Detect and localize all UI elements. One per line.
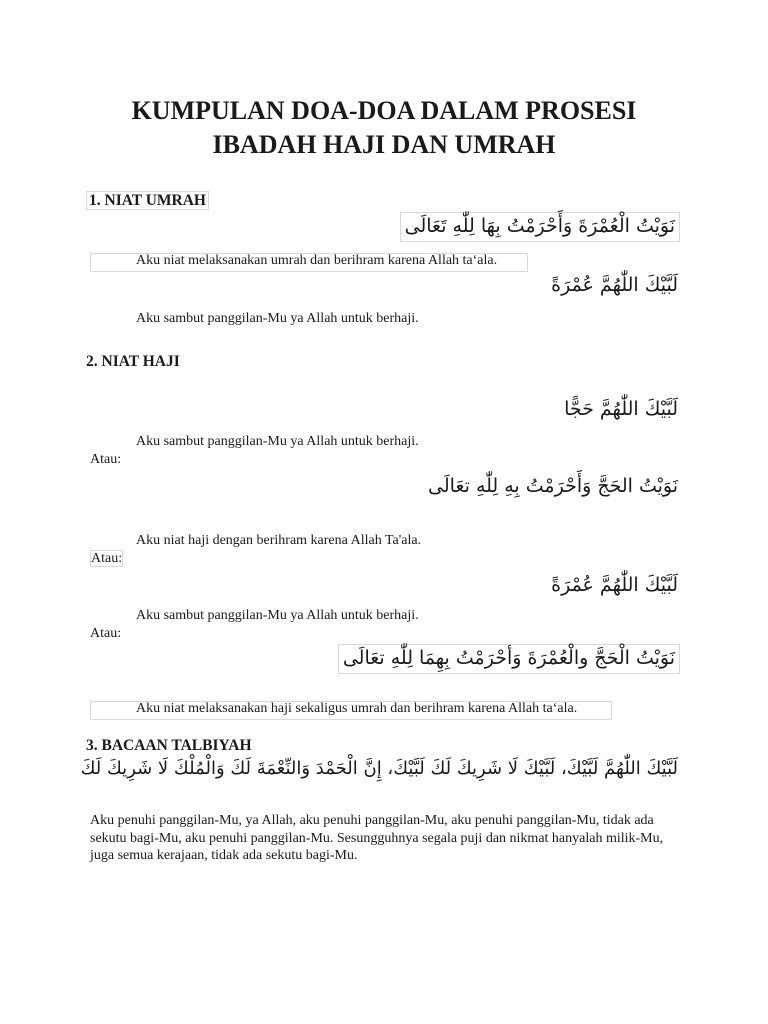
section-2-arabic-1: لَبَّيْكَ اللّٰهُمَّ حَجًّا	[564, 398, 678, 420]
section-3-arabic: لَبَّيْكَ اللّٰهُمَّ لَبَّيْكَ، لَبَّيْكَ لَا شَرِيكَ لَكَ لَبَّيْكَ، إِنَّ الْحَمْدَ وَالنِّعْمَةَ لَكَ وَالْمُلْكَ لَا شَرِيكَ لَكَ	[80, 758, 678, 779]
atau-label-1: Atau:	[90, 452, 122, 467]
section-2-heading: 2. NIAT HAJI	[86, 353, 180, 370]
section-1-heading-text: 1. NIAT UMRAH	[86, 191, 209, 210]
section-3-translation: Aku penuhi panggilan-Mu, ya Allah, aku penuhi panggilan-Mu, aku penuhi panggilan-Mu, tidak ada sekutu bagi-Mu, aku penuhi panggilan-Mu. Sesungguhnya segala puji dan nikmat hanyalah milik-Mu, juga semua kerajaan, tidak ada sekutu bagi-Mu.	[90, 813, 664, 863]
section-1-translation-2: Aku sambut panggilan-Mu ya Allah untuk berhaji.	[136, 311, 419, 326]
section-2-translation-1: Aku sambut panggilan-Mu ya Allah untuk berhaji.	[136, 434, 419, 449]
section-3-heading: 3. BACAAN TALBIYAH	[86, 737, 252, 754]
atau-label-3: Atau:	[90, 626, 122, 641]
section-2-translation-4: Aku niat melaksanakan haji sekaligus umrah dan berihram karena Allah ta‘ala.	[136, 701, 578, 716]
section-1-arabic-1: نَوَيْتُ الْعُمْرَةَ وَأَحْرَمْتُ بِهَا لِلّٰهِ تَعَالَى	[400, 212, 680, 242]
atau-label-2-text: Atau:	[91, 551, 123, 566]
section-1-translation-1: Aku niat melaksanakan umrah dan berihram karena Allah ta‘ala.	[136, 253, 498, 268]
document-title-line-2: IBADAH HAJI DAN UMRAH	[212, 130, 556, 159]
section-1-heading	[86, 192, 209, 210]
document-title	[0, 94, 768, 162]
section-2-arabic-2: نَوَيْتُ الحَجَّ وَأَحْرَمْتُ بِهِ لِلّٰهِ تعَالَى	[428, 475, 678, 497]
section-2-arabic-3: لَبَّيْكَ اللّٰهُمَّ عُمْرَةً	[551, 574, 678, 596]
section-2-arabic-4: نَوَيْتُ الْحَجَّ والْعُمْرَةَ وَأحْرَمْتُ بِهِمَا لِلّٰهِ تعَالَى	[338, 644, 680, 674]
document-title-line-1: KUMPULAN DOA-DOA DALAM PROSESI	[131, 96, 637, 125]
section-2-translation-3: Aku sambut panggilan-Mu ya Allah untuk berhaji.	[136, 608, 419, 623]
section-2-translation-2: Aku niat haji dengan berihram karena Allah Ta'ala.	[136, 533, 422, 548]
section-1-arabic-2: لَبَّيْكَ اللّٰهُمَّ عُمْرَةً	[551, 274, 678, 296]
atau-label-2	[90, 551, 123, 567]
